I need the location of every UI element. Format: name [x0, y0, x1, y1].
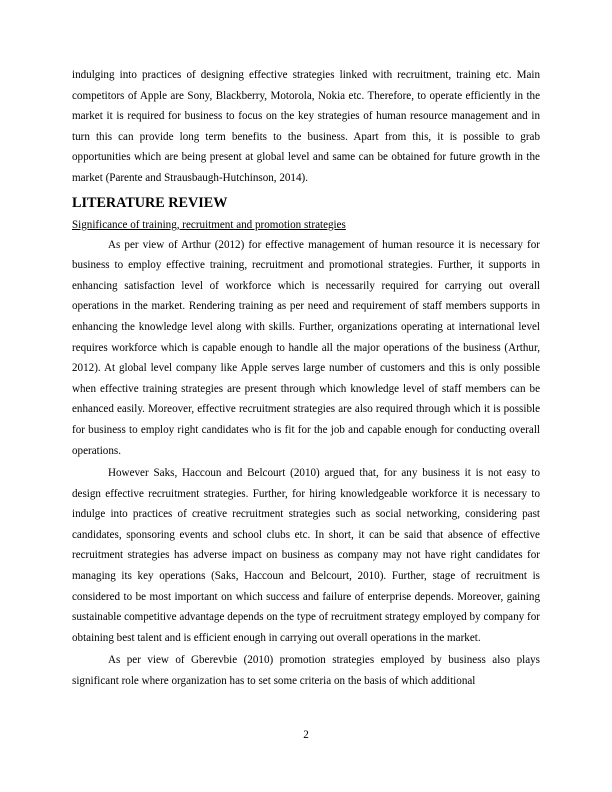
document-body: [72, 65, 540, 692]
page-number: 2: [303, 729, 309, 741]
paragraph-gberevbie: As per view of Gberevbie (2010) promotion strategies employed by business also plays significant role where organization has to set some criteria on the basis of which additional: [72, 654, 540, 688]
section-heading: LITERATURE REVIEW: [72, 194, 228, 211]
sub-heading: Significance of training, recruitment and promotion strategies: [72, 218, 346, 231]
paragraph-arthur: As per view of Arthur (2012) for effective management of human resource it is necessary for business to employ effective training, recruitment and promotional strategies. Further, it supports in enhancing satisfaction level of workforce which is necessarily required for carrying out overall operations in the market. Rendering training as per need and requirement of staff members supports in enhancing the knowledge level along with skills. Further, organizations operating at international level requires workforce which is capable enough to handle all the major operations of the business (Arthur, 2012). At global level company like Apple serves large number of customers and this is only possible when effective training strategies are present through which knowledge level of staff members can be enhanced easily. Moreover, effective recruitment strategies are also required through which it is possible for business to employ right candidates who is fit for the job and capable enough for conducting overall operations.: [72, 238, 540, 457]
paragraph-intro: indulging into practices of designing effective strategies linked with recruitment, training etc. Main competitors of Apple are Sony, Blackberry, Motorola, Nokia etc. Therefore, to operate efficiently in the market it is required for business to focus on the key strategies of human resource management and in turn this can provide long term benefits to the business. Apart from this, it is possible to grab opportunities which are being present at global level and same can be obtained for future growth in the market (Parente and Strausbaugh-Hutchinson, 2014).: [72, 69, 540, 184]
paragraph-saks: However Saks, Haccoun and Belcourt (2010) argued that, for any business it is not easy to design effective recruitment strategies. Further, for hiring knowledgeable workforce it is necessary to indulge into practices of creative recruitment strategies such as social networking, considering past candidates, sponsoring events and school clubs etc. In short, it can be said that absence of effective recruitment strategies has adverse impact on business as company may not have right candidates for managing its key operations (Saks, Haccoun and Belcourt, 2010). Further, stage of recruitment is considered to be most important on which success and failure of enterprise depends. Moreover, gaining sustainable competitive advantage depends on the type of recruitment strategy employed by company for obtaining best talent and is efficient enough in carrying out overall operations in the market.: [72, 467, 540, 644]
